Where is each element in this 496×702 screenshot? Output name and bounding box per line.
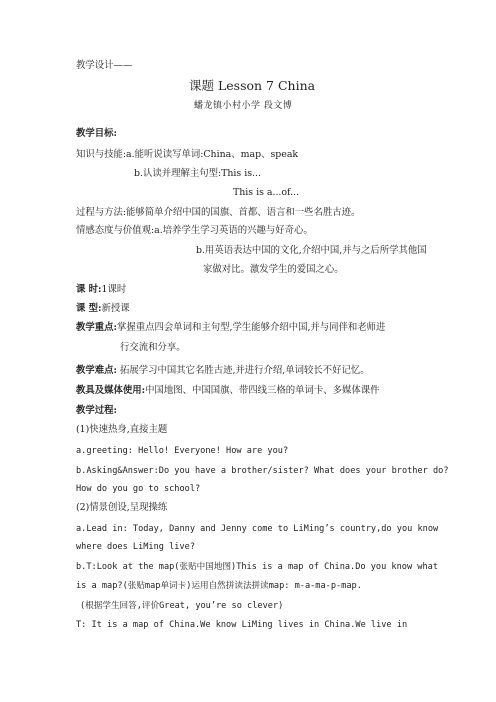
step-2-map-2: is a map?(张贴map单词卡)运用自然拼读法拼读map: m-a-ma-p-map. <box>76 581 362 591</box>
objectives-heading: 教学目标: <box>76 128 117 139</box>
attitude-objective-b2: 家做对比。激发学生的爱国之心。 <box>203 264 344 275</box>
media-value: 中国地图、中国国旗、带四线三格的单词卡、多媒体课件 <box>145 385 380 396</box>
step-2-map: b.T:Look at the map(张贴中国地图)This is a map of China.Do you know what <box>76 562 438 572</box>
process-objective: 过程与方法:能够简单介绍中国的国旗、首都、语言和一些名胜古迹。 <box>76 207 361 218</box>
attitude-objective-b: b.用英语表达中国的文化,介绍中国,并与之后所学其他国 <box>196 245 427 256</box>
key-points-value: 掌握重点四会单词和主句型,学生能够介绍中国,并与同伴和老师进 <box>116 322 386 333</box>
key-points-value-2: 行交流和分享。 <box>120 342 186 353</box>
hours-label: 课 时: <box>76 284 102 295</box>
step-2-lead-in: a.Lead in: Today, Danny and Jenny come to LiMing’s country,do you know <box>76 524 439 534</box>
step-1-asking: b.Asking&Answer:Do you have a brother/sister? What does your brother do? <box>76 466 449 476</box>
step-1-greeting: a.greeting: Hello! Everyone! How are you? <box>76 446 289 456</box>
header-label: 教学设计—— <box>76 60 133 71</box>
attitude-objective: 情感态度与价值观:a.培养学生学习英语的兴趣与好奇心。 <box>76 225 313 236</box>
step-1-asking-2: How do you go to school? <box>76 484 201 494</box>
media-row <box>76 385 379 397</box>
knowledge-objective-b2: This is a...of... <box>233 187 300 198</box>
difficult-points-label: 教学难点: <box>76 365 117 376</box>
lesson-title: 课题 Lesson 7 China <box>189 78 316 93</box>
step-2-heading: (2)情景创设,呈现操练 <box>76 502 168 513</box>
knowledge-objective-b: b.认读并理解主句型:This is... <box>134 168 261 179</box>
type-value: 新授课 <box>101 303 130 314</box>
difficult-points-value: 拓展学习中国其它名胜古迹,并进行介绍,单词较长不好记忆。 <box>116 365 370 376</box>
difficult-points-row <box>76 365 370 377</box>
knowledge-objective: 知识与技能:a.能听说读写单词:China、map、speak <box>76 149 299 160</box>
step-2-map-3: (根据学生回答,评价Great, you’re so clever) <box>80 601 284 611</box>
hours-row <box>76 284 126 296</box>
media-label: 教具及媒体使用: <box>76 385 146 396</box>
step-2-china: T: It is a map of China.We know LiMing lives in China.We live in <box>76 620 408 630</box>
procedure-heading: 教学过程: <box>76 405 117 416</box>
key-points-label: 教学重点: <box>76 322 117 333</box>
step-2-lead-in-2: where does LiMing live? <box>76 542 195 552</box>
step-1-heading: (1)快速热身,直接主题 <box>76 424 168 435</box>
type-label: 课 型: <box>76 303 102 314</box>
hours-value: 1课时 <box>101 284 127 295</box>
key-points-row <box>76 322 385 334</box>
type-row <box>76 303 130 315</box>
author-line: 蟠龙镇小村小学 段文博 <box>194 101 293 111</box>
